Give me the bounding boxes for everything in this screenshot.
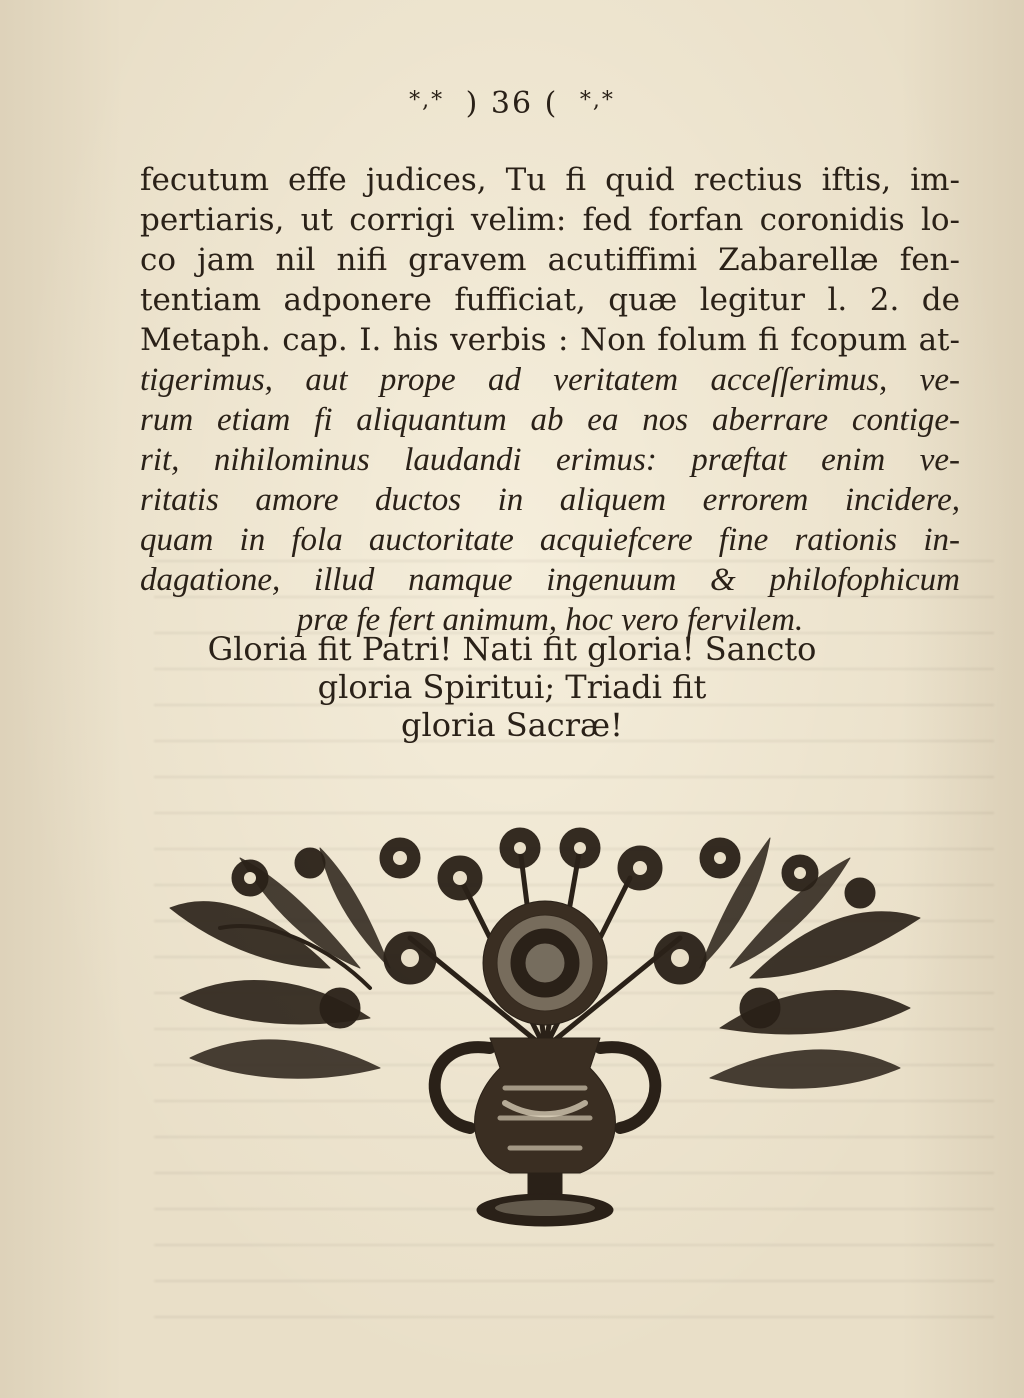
text-line: co jam nil nifi gravem acutiffimi Zabarellæ fen-	[140, 242, 960, 278]
quotation-line: rum etiam fi aliquantum ab ea nos aberrare contige-	[140, 402, 960, 438]
quotation-line: dagatione, illud namque ingenuum & philofophicum	[140, 562, 960, 598]
doxology-line: gloria Spiritui; Triadi fit	[317, 668, 707, 706]
doxology	[0, 630, 1024, 744]
quotation-line: rit, nihilominus laudandi erimus: præftat enim ve-	[140, 442, 960, 478]
text-line: pertiaris, ut corrigi velim: fed forfan coronidis lo-	[140, 202, 960, 238]
body-paragraph	[140, 160, 960, 640]
header-left-ornament: *,*	[409, 88, 445, 113]
text-line: fecutum effe judices, Tu fi quid rectius iftis, im-	[140, 162, 960, 198]
doxology-line: gloria Sacræ!	[401, 706, 623, 744]
quotation-line: quam in fola auctoritate acquiefcere fine rationis in-	[140, 522, 960, 558]
text-line: tentiam adponere fufficiat, quæ legitur l. 2. de	[140, 282, 960, 318]
flower-vase-woodcut-icon	[160, 818, 930, 1238]
header-right-ornament: *,*	[579, 88, 615, 113]
page-header	[0, 86, 1024, 121]
doxology-line: Gloria fit Patri! Nati fit gloria! Sancto	[207, 630, 817, 668]
text-line: Metaph. cap. I. his verbis : Non folum fi fcopum at-	[140, 322, 960, 358]
quotation-line: præ fe fert animum, hoc vero fervilem.	[296, 602, 804, 638]
quotation-line: tigerimus, aut prope ad veritatem acceſſerimus, ve-	[140, 362, 960, 398]
quotation-line: ritatis amore ductos in aliquem errorem incidere,	[140, 482, 960, 518]
page-number: ) 36 (	[465, 86, 559, 121]
